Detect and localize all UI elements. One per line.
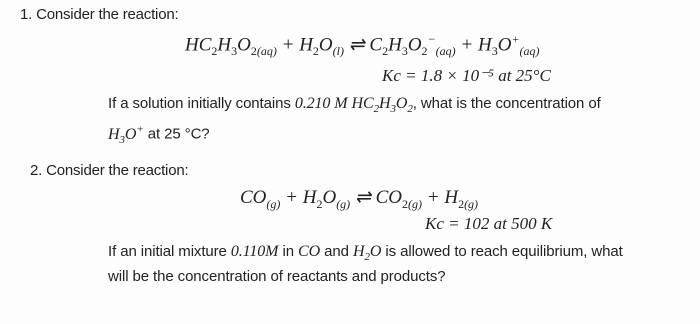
- q1-number: 1.: [20, 6, 33, 23]
- q1-question-text-b: , what is the concentration of: [412, 95, 601, 112]
- q2-prompt: Consider the reaction:: [46, 162, 189, 179]
- q2-number: 2.: [30, 162, 43, 179]
- q1-prompt: Consider the reaction:: [36, 6, 179, 23]
- q2-initial-concentration: 0.110M: [230, 243, 279, 260]
- q1-question-text-a: If a solution initially contains: [108, 95, 291, 112]
- q2-kc: Kc = 102 at 500 K: [425, 214, 553, 233]
- q1-question-text-c: at 25 °C?: [147, 125, 210, 143]
- q2-question-text-in: in: [282, 243, 294, 260]
- q1-hydronium-formula: $H_3O^+$: [108, 123, 144, 146]
- q2-question-text-and: and: [324, 243, 349, 260]
- q2-co-formula: CO: [298, 243, 321, 260]
- q2-reaction-equation: $CO_{(g)} + H_2O_{(g)}$ ⇌ $CO_{2(g)} + H_{2(g)}$: [240, 187, 479, 211]
- q1-reaction-equation: $HC_2H_3O_{2(aq)} + H_2O_{(l)}$ ⇌ $C_2H_3O_2^-_{(aq)} + H_3O^+_{(aq)}$: [185, 32, 540, 59]
- q2-water-formula: $H_2O$: [352, 243, 382, 264]
- q2-question-text-a: If an initial mixture: [108, 243, 227, 260]
- q2-question-text-b: is allowed to reach equilibrium, what: [385, 243, 623, 260]
- q2-question: [108, 242, 623, 287]
- q2-question-text-c: will be the concentration of reactants and products?: [108, 268, 446, 286]
- q1-acid-formula: $HC_2H_3O_2$: [351, 95, 413, 116]
- q1-question: [108, 94, 601, 150]
- q1-kc: Kc = 1.8 × 10⁻⁵ at 25°C: [382, 66, 551, 85]
- q1-heading: [20, 6, 178, 23]
- q2-heading: [30, 162, 188, 179]
- q1-initial-concentration: 0.210 M: [294, 95, 348, 112]
